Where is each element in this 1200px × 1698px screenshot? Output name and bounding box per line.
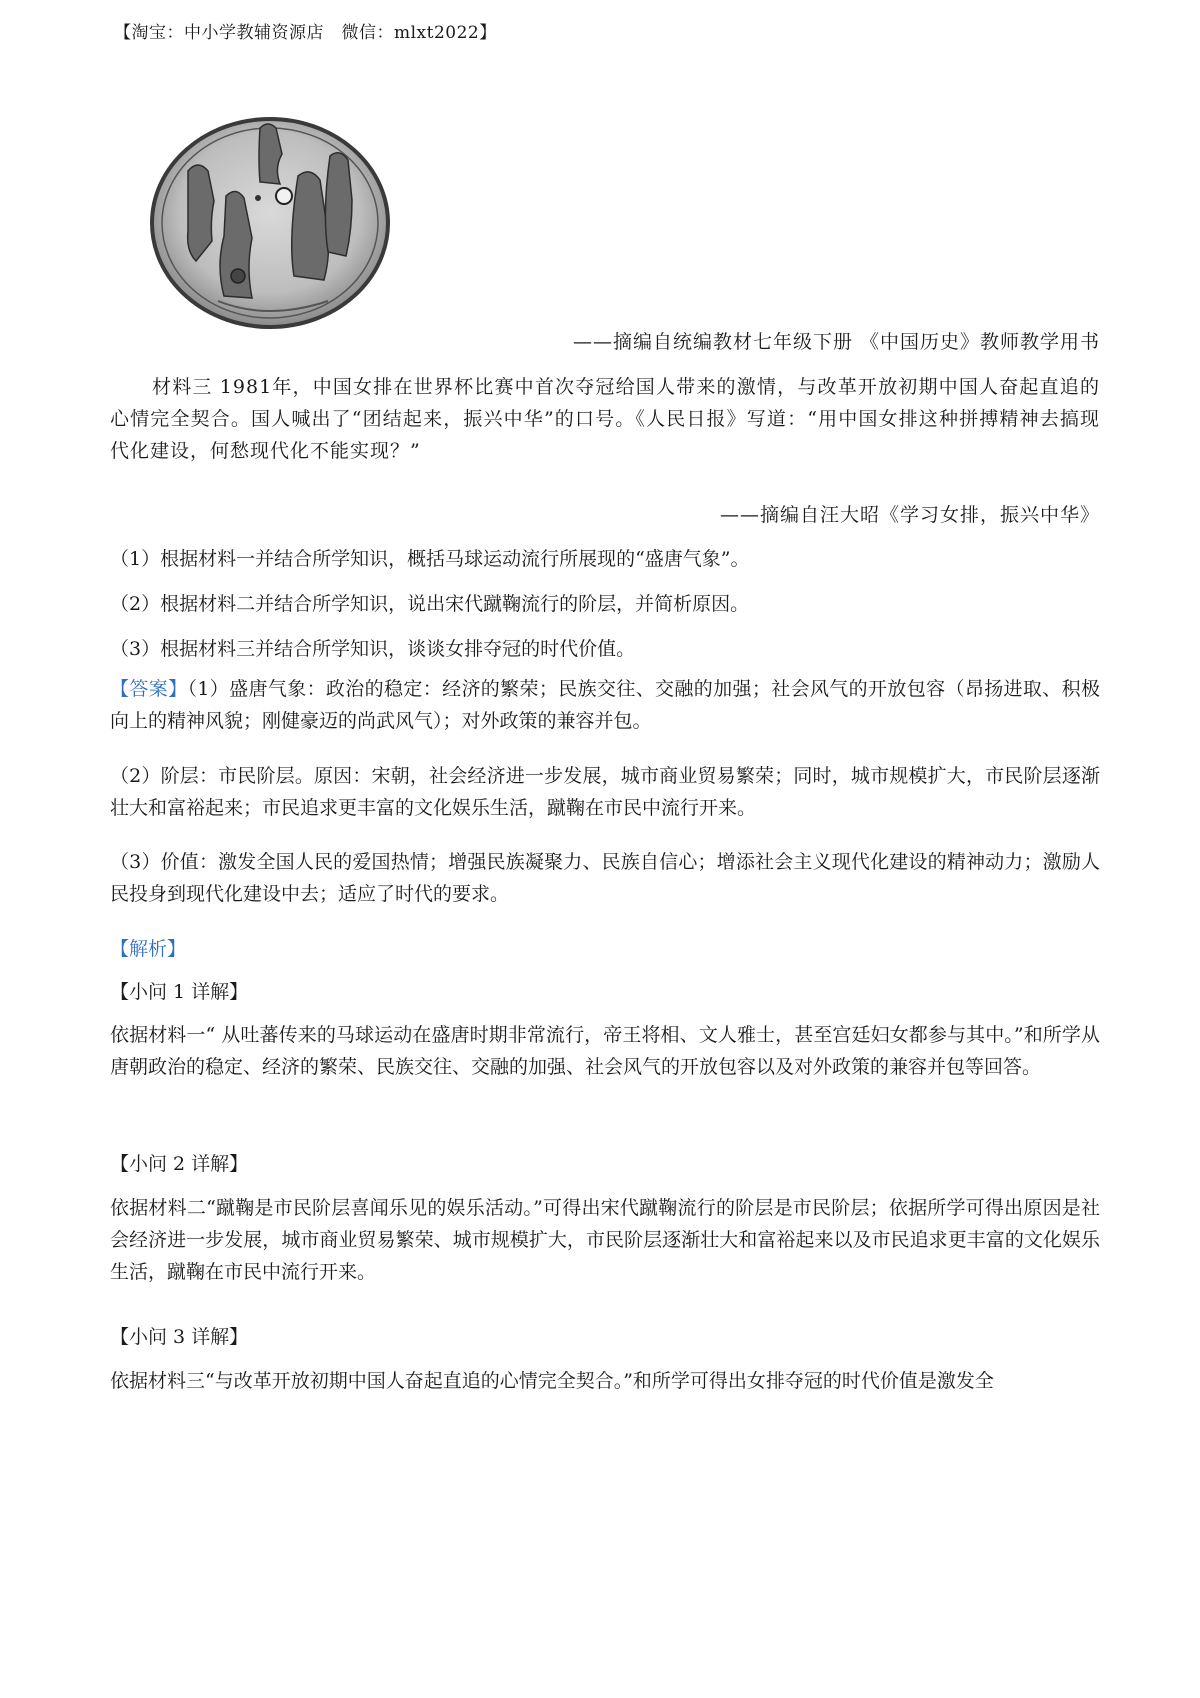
page-header: 【淘宝：中小学教辅资源店 微信：mlxt2022】 — [114, 23, 497, 43]
analysis-q2-text: 依据材料二“蹴鞠是市民阶层喜闻乐见的娱乐活动。”可得出宋代蹴鞠流行的阶层是市民阶层；依据所学可得出原因是社会经济进一步发展，城市商业贸易繁荣、城市规模扩大，市民阶层逐渐壮大和富裕起来以及市民追求更丰富的文化娱乐生活，蹴鞠在市民中流行开来。 — [110, 1197, 1100, 1283]
answer-part-3: （3）价值：激发全国人民的爱国热情；增强民族凝聚力、民族自信心；增添社会主义现代化建设的精神动力；激励人民投身到现代化建设中去；适应了时代的要求。 — [110, 851, 1100, 905]
analysis-q3-text: 依据材料三“与改革开放初期中国人奋起直追的心情完全契合。”和所学可得出女排夺冠的时代价值是激发全 — [110, 1370, 994, 1392]
answer-part-2: （2）阶层：市民阶层。原因：宋朝，社会经济进一步发展，城市商业贸易繁荣；同时，城市规模扩大，市民阶层逐渐壮大和富裕起来；市民追求更丰富的文化娱乐生活，蹴鞠在市民中流行开来。 — [110, 765, 1100, 819]
analysis-tag: 【解析】 — [110, 938, 187, 960]
analysis-q1-heading: 【小问 1 详解】 — [110, 981, 249, 1003]
question-3: （3）根据材料三并结合所学知识，谈谈女排夺冠的时代价值。 — [110, 638, 636, 660]
answer-part-1-text: （1）盛唐气象：政治的稳定：经济的繁荣；民族交往、交融的加强；社会风气的开放包容（昂扬进取、积极向上的精神风貌；刚健豪迈的尚武风气）；对外政策的兼容并包。 — [110, 678, 1100, 732]
analysis-q2-heading: 【小问 2 详解】 — [110, 1153, 249, 1175]
song-dynasty-cuju-bronze-mirror-image — [148, 116, 393, 331]
analysis-q1-text: 依据材料一“ 从吐蕃传来的马球运动在盛唐时期非常流行，帝王将相、文人雅士，甚至宫廷妇女都参与其中。”和所学从唐朝政治的稳定、经济的繁荣、民族交往、交融的加强、社会风气的开放包容以及对外政策的兼容并包等回答。 — [110, 1024, 1100, 1078]
material-two-source: ——摘编自统编教材七年级下册 《中国历史》教师教学用书 — [572, 331, 1100, 353]
answer-part-1 — [110, 673, 1100, 737]
question-1: （1）根据材料一并结合所学知识，概括马球运动流行所展现的“盛唐气象”。 — [110, 548, 750, 570]
material-three-source: ——摘编自汪大昭《学习女排，振兴中华》 — [719, 504, 1100, 526]
material-three-text: 材料三 1981年，中国女排在世界杯比赛中首次夺冠给国人带来的激情，与改革开放初期中国人奋起直追的心情完全契合。国人喊出了“团结起来，振兴中华”的口号。《人民日报》写道：“用中国女排这种拼搏精神去搞现代化建设，何愁现代化不能实现？” — [110, 376, 1100, 462]
question-list — [110, 543, 1100, 665]
question-2: （2）根据材料二并结合所学知识，说出宋代蹴鞠流行的阶层，并简析原因。 — [110, 593, 750, 615]
analysis-q3-heading: 【小问 3 详解】 — [110, 1326, 249, 1348]
answer-tag: 【答案】 — [110, 678, 188, 700]
